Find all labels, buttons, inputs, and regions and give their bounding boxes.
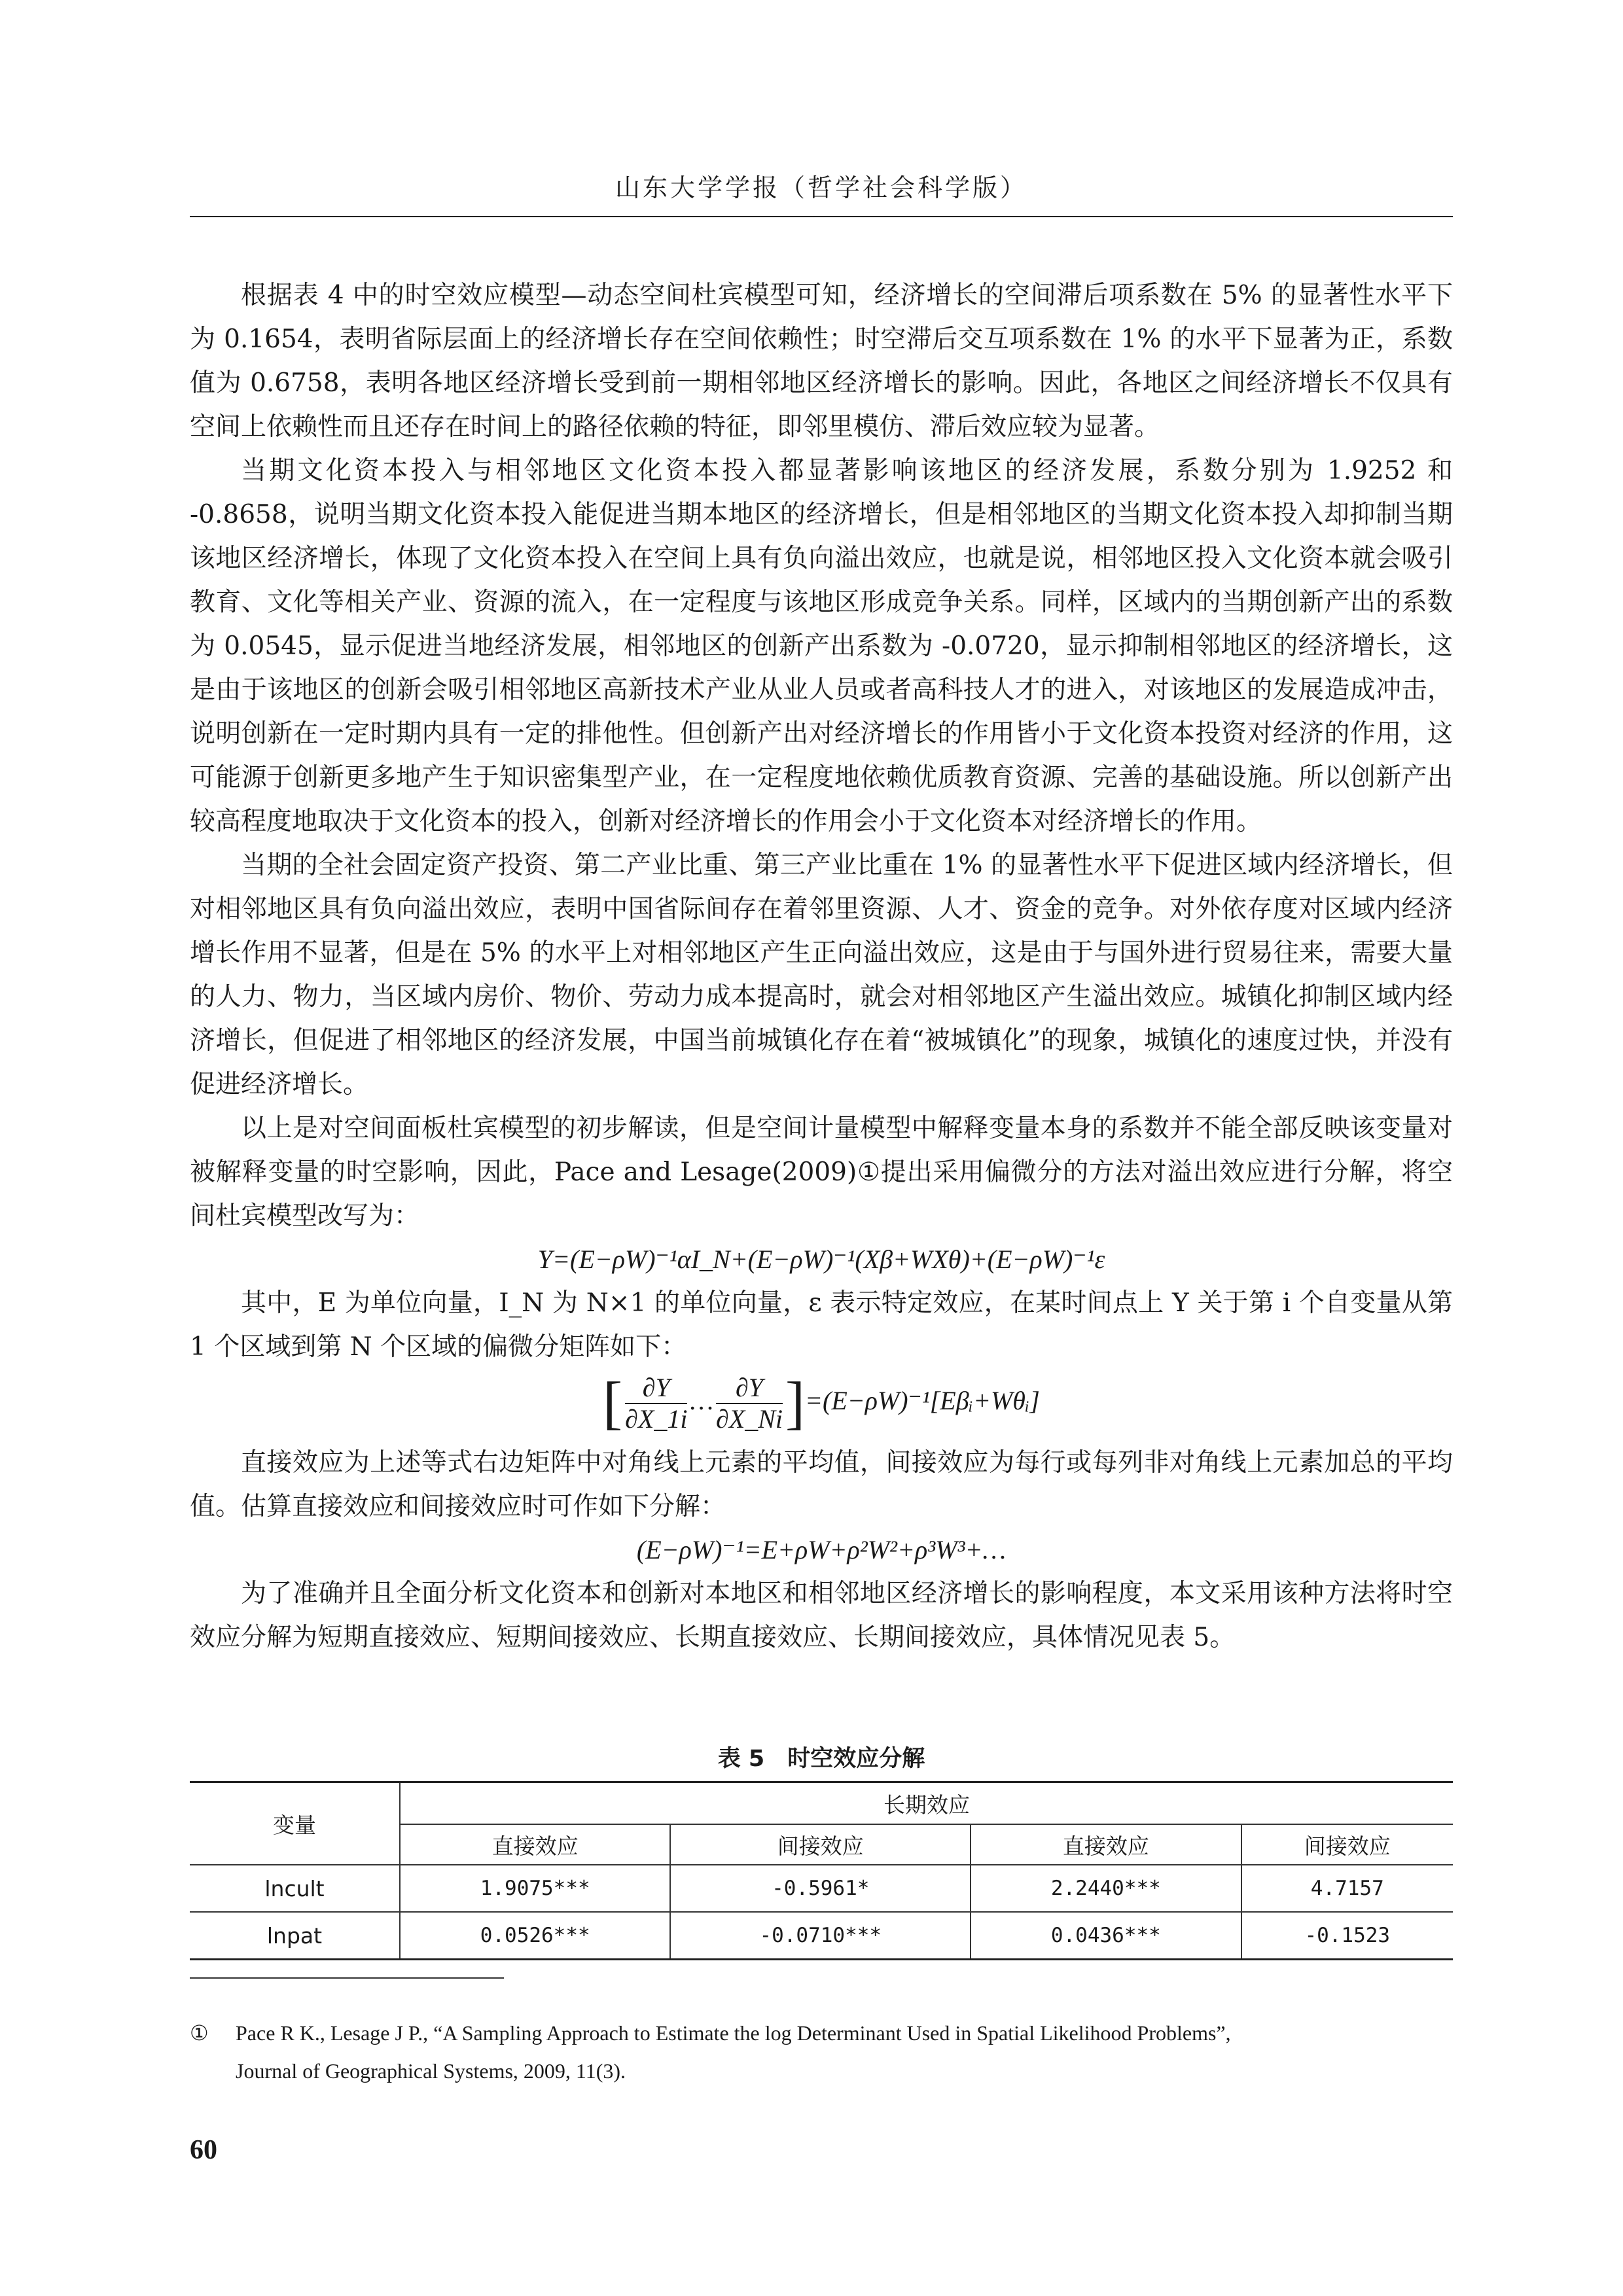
table-cell: -0.1523	[1304, 1924, 1391, 1947]
paragraph-4: 以上是对空间面板杜宾模型的初步解读，但是空间计量模型中解释变量本身的系数并不能全部反映该变量对被解释变量的时空影响，因此，Pace and Lesage(2009)①提出采用偏微分的方法对溢出效应进行分解，将空间杜宾模型改写为：	[190, 1114, 1453, 1231]
table-cell: 0.0436***	[971, 1912, 1241, 1960]
paragraph-2: 当期文化资本投入与相邻地区文化资本投入都显著影响该地区的经济发展，系数分别为 1.9252 和 -0.8658，说明当期文化资本投入能促进当期本地区的经济增长，但是相邻地区的当期文化资本投入却抑制当期该地区经济增长，体现了文化资本投入在空间上具有负向溢出效应，也就是说，相邻地区投入文化资本就会吸引教育、文化等相关产业、资源的流入，在一定程度与该地区形成竞争关系。同样，区域内的当期创新产出的系数为 0.0545，显示促进当地经济发展，相邻地区的创新产出系数为 -0.0720，显示抑制相邻地区的经济增长，这是由于该地区的创新会吸引相邻地区高新技术产业从业人员或者高科技人才的进入，对该地区的发展造成冲击，说明创新在一定时期内具有一定的排他性。但创新产出对经济增长的作用皆小于文化资本投资对经济的作用，这可能源于创新更多地产生于知识密集型产业，在一定程度地依赖优质教育资源、完善的基础设施。所以创新产出较高程度地取决于文化资本的投入，创新对经济增长的作用会小于文化资本对经济增长的作用。	[190, 456, 1453, 836]
paragraph-3: 当期的全社会固定资产投资、第二产业比重、第三产业比重在 1% 的显著性水平下促进区域内经济增长，但对相邻地区具有负向溢出效应，表明中国省际间存在着邻里资源、人才、资金的竞争。对外依存度对区域内经济增长作用不显著，但是在 5% 的水平上对相邻地区产生正向溢出效应，这是由于与国外进行贸易往来，需要大量的人力、物力，当区域内房价、物价、劳动力成本提高时，就会对相邻地区产生溢出效应。城镇化抑制区域内经济增长，但促进了相邻地区的经济发展，中国当前城镇化存在着“被城镇化”的现象，城镇化的速度过快，并没有促进经济增长。	[190, 851, 1453, 1099]
row-variable: lnpat	[190, 1912, 400, 1960]
footnote-citation: Pace R K., Lesage J P., “A Sampling Approach to Estimate the log Determinant Used in Spatial Likelihood Problems”,	[236, 2021, 1231, 2045]
header-variable: 变量	[190, 1782, 400, 1865]
fraction-left-numerator: ∂Y	[625, 1373, 687, 1404]
table-row	[190, 1865, 1453, 1912]
header-long-term-effect: 长期效应	[400, 1782, 1453, 1825]
table-cell: 2.2440***	[971, 1865, 1241, 1912]
table-cell: 0.0526***	[400, 1912, 670, 1960]
equation-spatial-durbin: Y=(E−ρW)⁻¹αI_N+(E−ρW)⁻¹(Xβ+WXθ)+(E−ρW)⁻¹ε	[537, 1245, 1105, 1274]
paragraph-7: 为了准确并且全面分析文化资本和创新对本地区和相邻地区经济增长的影响程度，本文采用该种方法将时空效应分解为短期直接效应、短期间接效应、长期直接效应、长期间接效应，具体情况见表 5。	[190, 1579, 1453, 1652]
table-cell: -0.0710***	[670, 1912, 971, 1960]
left-bracket: [	[603, 1371, 623, 1436]
paragraph-6: 直接效应为上述等式右边矩阵中对角线上元素的平均值，间接效应为每行或每列非对角线上元素加总的平均值。估算直接效应和间接效应时可作如下分解：	[190, 1448, 1453, 1521]
equation-partial-derivative-matrix	[190, 1373, 1453, 1434]
equation-2-rhs: =(E−ρW)⁻¹[Eβᵢ+Wθᵢ]	[805, 1386, 1040, 1416]
fraction-right-numerator: ∂Y	[716, 1373, 783, 1404]
fraction-left	[625, 1373, 687, 1434]
fraction-right	[716, 1373, 783, 1434]
fraction-dots: …	[690, 1386, 714, 1416]
right-bracket: ]	[785, 1371, 806, 1436]
fraction-right-denominator: ∂X_Ni	[716, 1404, 783, 1434]
footnote-mark: ①	[190, 2021, 209, 2045]
table-cell: 1.9075***	[400, 1865, 670, 1912]
footnote	[190, 2014, 1453, 2090]
table-caption: 表 5 时空效应分解	[717, 1746, 925, 1772]
footnote-line-2: Journal of Geographical Systems, 2009, 11(3).	[236, 2059, 626, 2083]
effects-decomposition-table	[190, 1781, 1453, 1960]
equation-expansion: (E−ρW)⁻¹=E+ρW+ρ²W²+ρ³W³+…	[636, 1535, 1007, 1564]
footnote-line-1	[190, 2014, 1453, 2052]
subheader-indirect-2: 间接效应	[1241, 1824, 1453, 1865]
page-number: 60	[190, 2135, 217, 2165]
footnote-rule	[190, 1977, 504, 1979]
table-cell: -0.5961*	[670, 1865, 971, 1912]
header-rule	[190, 216, 1453, 217]
subheader-direct-1: 直接效应	[400, 1824, 670, 1865]
row-variable: lncult	[190, 1865, 400, 1912]
table-header-row-1	[190, 1782, 1453, 1825]
table-row	[190, 1912, 1453, 1960]
paragraph-1: 根据表 4 中的时空效应模型—动态空间杜宾模型可知，经济增长的空间滞后项系数在 5% 的显著性水平下为 0.1654，表明省际层面上的经济增长存在空间依赖性；时空滞后交互项系数在 1% 的水平下显著为正，系数值为 0.6758，表明各地区经济增长受到前一期相邻地区经济增长的影响。因此，各地区之间经济增长不仅具有空间上依赖性而且还存在时间上的路径依赖的特征，即邻里模仿、滞后效应较为显著。	[190, 281, 1453, 442]
subheader-direct-2: 直接效应	[971, 1824, 1241, 1865]
subheader-indirect-1: 间接效应	[670, 1824, 971, 1865]
journal-header: 山东大学学报（哲学社会科学版）	[615, 173, 1027, 202]
fraction-left-denominator: ∂X_1i	[625, 1404, 688, 1434]
paragraph-5: 其中，E 为单位向量，I_N 为 N×1 的单位向量，ε 表示特定效应，在某时间点上 Y 关于第 i 个自变量从第 1 个区域到第 N 个区域的偏微分矩阵如下：	[190, 1288, 1453, 1362]
article-body	[190, 274, 1453, 1659]
table-cell: 4.7157	[1241, 1865, 1453, 1912]
